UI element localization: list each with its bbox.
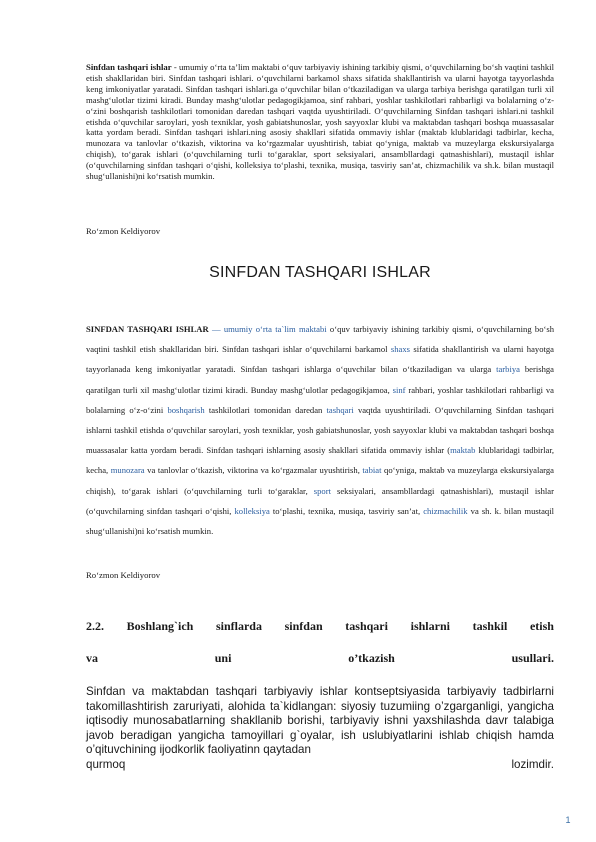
intro-lead: Sinfdan tashqari ishlar bbox=[86, 62, 172, 72]
section-word: uni bbox=[214, 651, 232, 665]
section-word: o’tkazish bbox=[348, 651, 395, 665]
intro-author: Ro‘zmon Keldiyorov bbox=[86, 226, 161, 236]
article-author: Ro‘zmon Keldiyorov bbox=[86, 570, 161, 580]
link-shaxs[interactable]: shaxs bbox=[390, 344, 411, 355]
article-text: va tanlovlar o‘tkazish, viktorina va ko‘rgazmalar uyushtirish, bbox=[144, 465, 363, 476]
article-text: rahbari, yoshlar tashkilotlari rahbarligi va bolalarning o‘z-o‘zini bbox=[86, 384, 554, 415]
section-word: va bbox=[86, 651, 98, 665]
closing-last-line bbox=[86, 758, 554, 773]
article-text: seksiyalari, ansambllardagi qatnashishlari), mustaqil ishlar (o‘quvchilarning sinfdan tashqari o‘qishi, bbox=[86, 485, 554, 516]
section-word: etish bbox=[529, 619, 554, 633]
article-paragraph bbox=[86, 319, 554, 541]
section-word: tashqari bbox=[345, 619, 388, 633]
link-boshqarish[interactable]: boshqarish bbox=[167, 404, 205, 415]
article-text: qo‘yniga, maktab va muzeylarga ekskursiyalarga chiqish), to‘garak ishlari (o‘quvchilarning turli to‘garaklar, bbox=[86, 465, 554, 496]
article-text: — bbox=[208, 324, 224, 334]
article-text: sifatida shakllantirish va ularni hayotga tayyorlanada keng imkoniyatlar yaratadi. Sinfdan tashqari ishlarga o‘quvchilar bilan o‘tkaziladigan va ularga bbox=[86, 344, 554, 375]
intro-text: - umumiy o‘rta ta’lim maktabi o‘quv tarbiyaviy ishining tarkibiy qismi, o‘quvchilarning bo‘sh vaqtini tashkil etish shakllaridan biri. Sinfdan tashqari ishlari. o‘quvchilarni barkamol shaxs sifatida shakllantirish va ularni hayotga tayyorlashda keng imkoniyatlar yaratadi. Sinfdan tashqari ishlari.ga o‘quvchilar bilan o‘tkaziladigan va ularga tarbiya berishga qaratilgan turli xil mashg‘ulotlar tizimi kiradi. Bunday mashg‘ulotlar pedagogikjamoa, sinf rahbari, yoshlar tashkilotlari rahbarligi va bolalarning o‘z-o‘zini boshqarish tashkilotlari tomonidan daredan tashqari vaqtda uyushtiriladi. O‘quvchilarning Sinfdan tashqari ishlari.ni tashkil etishda o‘quvchilar saroylari, yosh texniklar, yosh gabiatshunoslar, yosh sayyoxlar klubi va maktabdan tashqari boshqa muassasalar katta yordam beradi. Sinfdan tashqari ishlari.ning asosiy shakllari sifatida ommaviy ishlar (maktab klublaridagi tadbirlar, kecha, munozara va tanlovlar o‘tkazish, viktorina va ko‘rgazmalar uyushtirish, tabiat qo‘yniga, maktab va muzeylarga ekskursiyalarga chiqish), to‘garak ishlari (o‘quvchilarning turli to‘garaklar, sport seksiyalari, ansambllardagi qatnashishlari), mustaqil ishlar (o‘quvchilarning sinfdan tashqari o‘qishi, kolleksiya to‘plashi, texnika, musiqa, tasviriy san’at, chizmachilik va sh.k. bilan mustaqil shug‘ullanishi)ni ko‘rsatish mumkin. bbox=[86, 62, 554, 182]
intro-paragraph bbox=[86, 62, 554, 182]
link-chizmachilik[interactable]: chizmachilik bbox=[423, 505, 468, 516]
article-text: berishga qaratilgan turli xil mashg‘ulotlar tizimi kiradi. Bunday mashg‘ulotlar pedagogikjamoa, bbox=[86, 364, 554, 395]
section-word: sinfdan bbox=[284, 619, 323, 633]
closing-last-right: lozimdir. bbox=[511, 757, 554, 771]
closing-last-left: qurmoq bbox=[86, 757, 126, 771]
link-maktab[interactable]: maktab bbox=[450, 445, 476, 456]
closing-text: Sinfdan va maktabdan tashqari tarbiyaviy ishlar kontseptsiyasida tarbiyaviy tadbirlarni takomillashtirish zaruriyati, alohida ta`kidlangan: siyosiy tuzumiing o’zgarganligi, yangicha iqtisodiy munosabatlarning shakllanib borishi, tarbiyaviy ishni yaxshilashda davr talabiga javob beradigan yangicha tamoyillari g`oyalar, ish uslubiyatlarini ishlab chiqish hamda o’qituvchining ijodkorlik faoliyatinn qaytadan bbox=[86, 685, 554, 757]
page-title: SINFDAN TASHQARI ISHLAR bbox=[209, 264, 431, 281]
article-text: o‘quv tarbiyaviy ishining tarkibiy qismi, o‘quvchilarning bo‘sh vaqtini tashkil etish shakllaridan biri. Sinfdan tashqari ishlar o‘quvchilarni barkamol bbox=[86, 324, 555, 355]
article-text: vaqtda uyushtiriladi. O‘quvchilarning Sinfdan tashqari ishlarni tashkil etishda o‘quvchilar saroylari, yosh texniklar, yosh gabiatshunoslar, yosh sayyoxlar klubi va maktabdan tashqari boshqa muassasalar katta yordam beradi. Sinfdan tashqari ishlarning asosiy shakllari sifatida ommaviy ishlar ( bbox=[86, 404, 554, 456]
closing-paragraph bbox=[86, 685, 554, 773]
link-tabiat[interactable]: tabiat bbox=[362, 465, 382, 476]
section-word: sinflarda bbox=[215, 619, 262, 633]
link-tashqari[interactable]: tashqari bbox=[326, 404, 354, 415]
article-lead: SINFDAN TASHQARI ISHLAR bbox=[86, 324, 209, 334]
link-umumiy-orta-talim-maktabi[interactable]: umumiy o‘rta ta`lim maktabi bbox=[223, 324, 327, 334]
section-heading-line-2 bbox=[86, 651, 554, 666]
page-number: 1 bbox=[565, 815, 571, 825]
section-word: 2.2. bbox=[86, 619, 104, 633]
link-munozara[interactable]: munozara bbox=[110, 465, 145, 476]
article-text: tashkilotlari tomonidan daredan bbox=[204, 404, 327, 415]
section-word: tashkil bbox=[472, 619, 508, 633]
link-sport[interactable]: sport bbox=[313, 485, 331, 496]
section-word: Boshlang`ich bbox=[126, 619, 194, 633]
section-word: ishlarni bbox=[410, 619, 450, 633]
article-text: klublaridagi tadbirlar, kecha, bbox=[86, 445, 554, 476]
link-kolleksiya[interactable]: kolleksiya bbox=[234, 505, 270, 516]
link-tarbiya[interactable]: tarbiya bbox=[496, 364, 520, 375]
section-word: usullari. bbox=[511, 651, 554, 665]
link-sinf[interactable]: sinf bbox=[392, 384, 406, 395]
article-text: va sh. k. bilan mustaqil shug‘ullanishi)ni ko‘rsatish mumkin. bbox=[86, 505, 554, 537]
article-text: to‘plashi, texnika, musiqa, tasviriy san’at, bbox=[269, 505, 424, 516]
section-heading-line-1 bbox=[86, 619, 554, 634]
